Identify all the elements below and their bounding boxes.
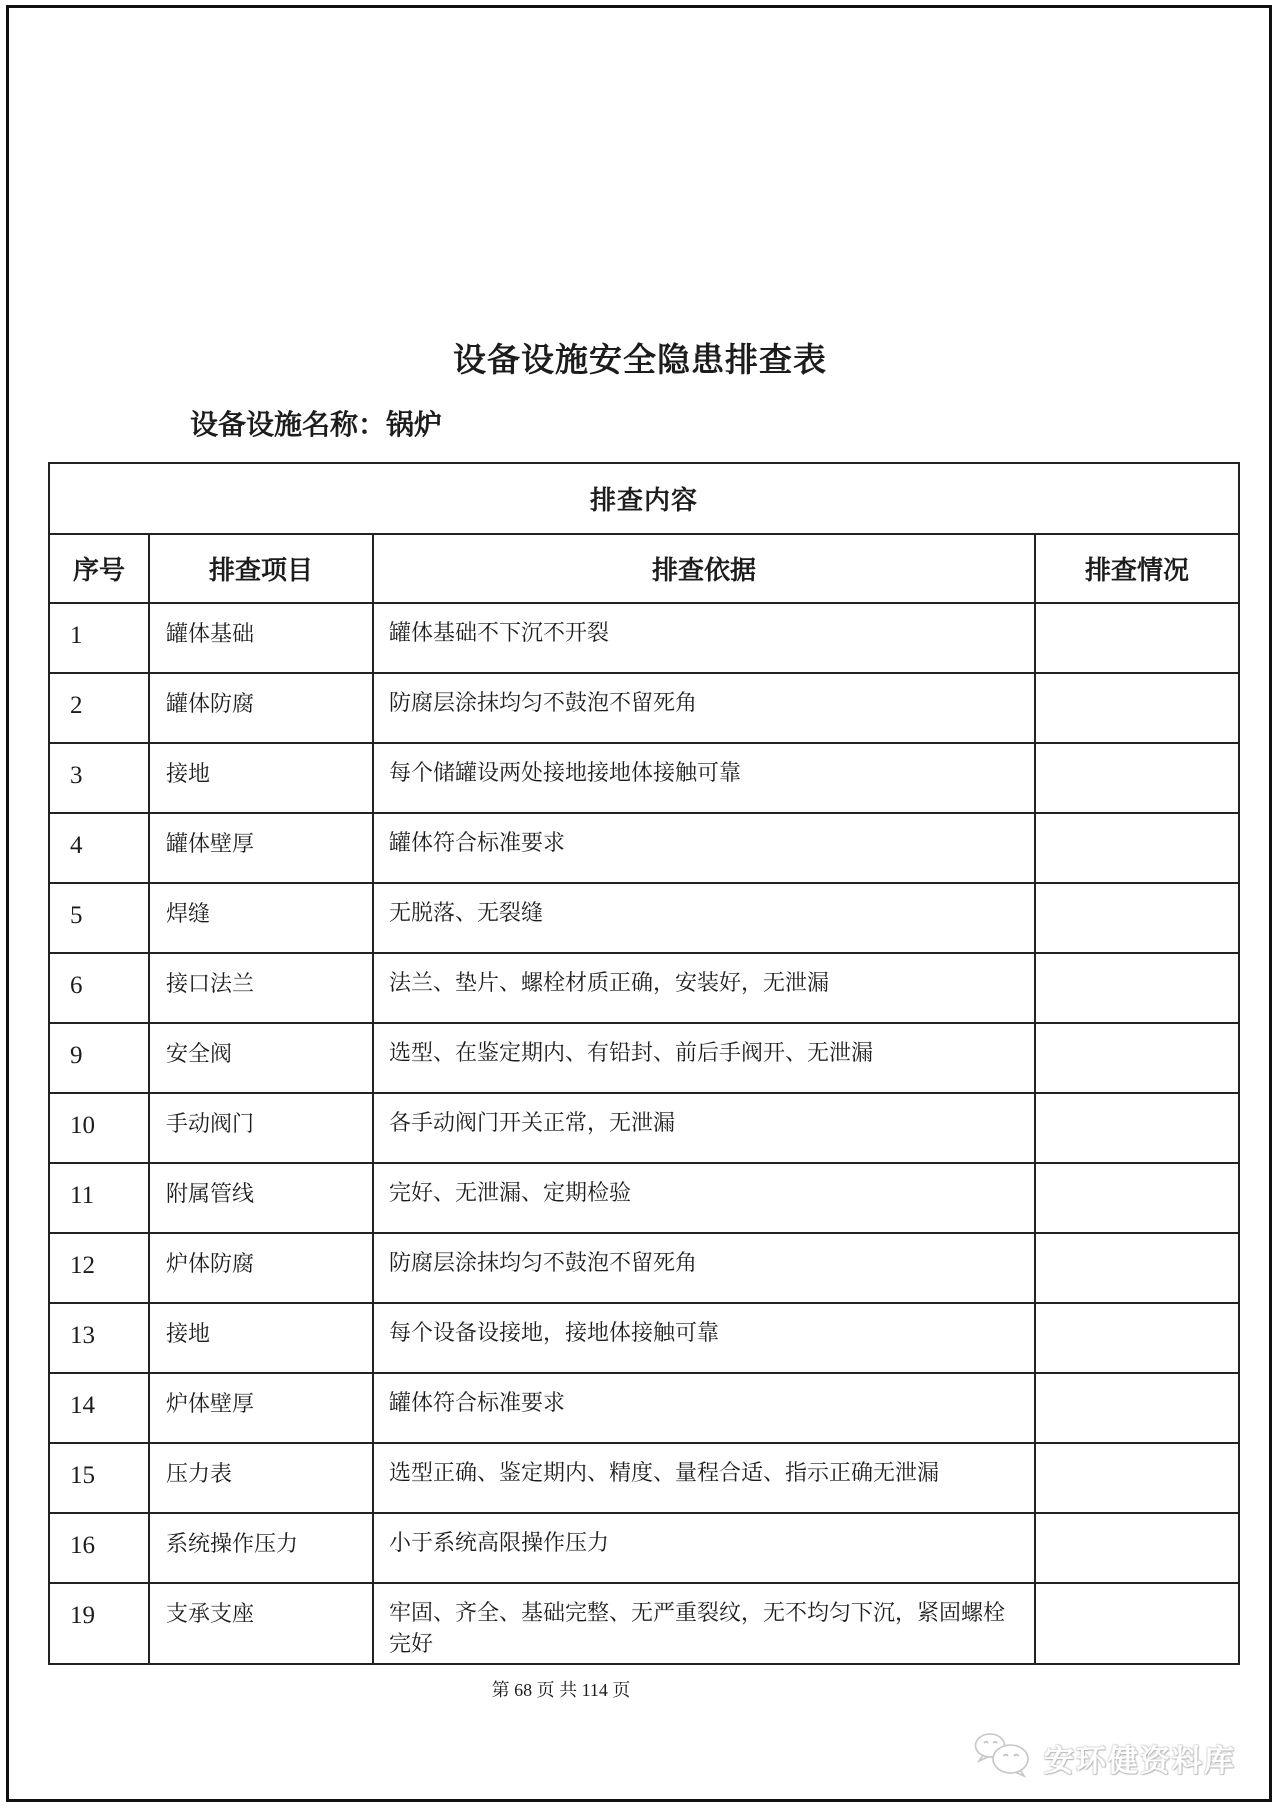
row-basis-cell: 选型正确、鉴定期内、精度、量程合适、指示正确无泄漏 <box>373 1443 1035 1513</box>
row-basis-cell: 无脱落、无裂缝 <box>373 883 1035 953</box>
row-no-cell: 14 <box>49 1373 149 1443</box>
row-no-cell: 2 <box>49 673 149 743</box>
table-row <box>49 1373 1239 1443</box>
row-basis-cell: 各手动阀门开关正常，无泄漏 <box>373 1093 1035 1163</box>
page-footer: 第 68 页 共 114 页 <box>491 1680 631 1700</box>
row-no-cell: 13 <box>49 1303 149 1373</box>
col-header-status: 排查情况 <box>1035 534 1239 603</box>
row-status-cell <box>1035 1513 1239 1583</box>
row-basis-cell: 选型、在鉴定期内、有铅封、前后手阀开、无泄漏 <box>373 1023 1035 1093</box>
row-item-cell: 罐体基础 <box>149 603 373 673</box>
table-row <box>49 743 1239 813</box>
row-basis-cell: 罐体基础不下沉不开裂 <box>373 603 1035 673</box>
col-header-no: 序号 <box>49 534 149 603</box>
row-basis-cell: 每个储罐设两处接地接地体接触可靠 <box>373 743 1035 813</box>
device-name-line <box>190 403 442 443</box>
row-basis-cell: 法兰、垫片、螺栓材质正确，安装好，无泄漏 <box>373 953 1035 1023</box>
row-basis-cell: 防腐层涂抹均匀不鼓泡不留死角 <box>373 673 1035 743</box>
row-basis-cell: 罐体符合标准要求 <box>373 813 1035 883</box>
row-status-cell <box>1035 1233 1239 1303</box>
row-status-cell <box>1035 1093 1239 1163</box>
row-no-cell: 15 <box>49 1443 149 1513</box>
row-basis-cell: 小于系统高限操作压力 <box>373 1513 1035 1583</box>
table-row <box>49 1513 1239 1583</box>
device-name-value: 锅炉 <box>386 410 443 441</box>
row-item-cell: 手动阀门 <box>149 1093 373 1163</box>
table-row <box>49 673 1239 743</box>
row-basis-cell: 完好、无泄漏、定期检验 <box>373 1163 1035 1233</box>
row-no-cell: 19 <box>49 1583 149 1664</box>
row-basis-cell: 牢固、齐全、基础完整、无严重裂纹，无不均匀下沉，紧固螺栓完好 <box>373 1583 1035 1664</box>
table-section-header: 排查内容 <box>49 463 1239 534</box>
row-status-cell <box>1035 1373 1239 1443</box>
table-section-header-row <box>49 463 1239 534</box>
row-status-cell <box>1035 883 1239 953</box>
row-no-cell: 5 <box>49 883 149 953</box>
table-row <box>49 1163 1239 1233</box>
row-basis-cell: 每个设备设接地，接地体接触可靠 <box>373 1303 1035 1373</box>
watermark <box>972 1732 1236 1783</box>
table-row <box>49 1023 1239 1093</box>
row-no-cell: 3 <box>49 743 149 813</box>
col-header-item: 排查项目 <box>149 534 373 603</box>
row-no-cell: 16 <box>49 1513 149 1583</box>
table-row <box>49 1233 1239 1303</box>
row-item-cell: 焊缝 <box>149 883 373 953</box>
row-item-cell: 系统操作压力 <box>149 1513 373 1583</box>
row-status-cell <box>1035 603 1239 673</box>
row-item-cell: 罐体壁厚 <box>149 813 373 883</box>
row-status-cell <box>1035 1303 1239 1373</box>
row-item-cell: 炉体防腐 <box>149 1233 373 1303</box>
row-item-cell: 罐体防腐 <box>149 673 373 743</box>
row-item-cell: 安全阀 <box>149 1023 373 1093</box>
wechat-icon <box>972 1732 1034 1783</box>
table-row <box>49 1443 1239 1513</box>
row-no-cell: 1 <box>49 603 149 673</box>
row-status-cell <box>1035 1583 1239 1664</box>
row-basis-cell: 防腐层涂抹均匀不鼓泡不留死角 <box>373 1233 1035 1303</box>
row-status-cell <box>1035 743 1239 813</box>
table-row <box>49 883 1239 953</box>
table-row <box>49 1093 1239 1163</box>
row-item-cell: 接地 <box>149 1303 373 1373</box>
row-basis-cell: 罐体符合标准要求 <box>373 1373 1035 1443</box>
col-header-basis: 排查依据 <box>373 534 1035 603</box>
page-title: 设备设施安全隐患排查表 <box>453 343 827 379</box>
table-row <box>49 1303 1239 1373</box>
row-item-cell: 支承支座 <box>149 1583 373 1664</box>
table-row <box>49 1583 1239 1664</box>
row-item-cell: 接地 <box>149 743 373 813</box>
row-status-cell <box>1035 813 1239 883</box>
inspection-table <box>48 462 1240 1665</box>
watermark-text: 安环健资料库 <box>1044 1744 1236 1778</box>
row-no-cell: 9 <box>49 1023 149 1093</box>
row-no-cell: 12 <box>49 1233 149 1303</box>
table-row <box>49 953 1239 1023</box>
device-name-label: 设备设施名称： <box>190 410 387 441</box>
row-item-cell: 附属管线 <box>149 1163 373 1233</box>
row-status-cell <box>1035 1023 1239 1093</box>
row-no-cell: 11 <box>49 1163 149 1233</box>
row-status-cell <box>1035 673 1239 743</box>
row-status-cell <box>1035 953 1239 1023</box>
row-item-cell: 接口法兰 <box>149 953 373 1023</box>
table-row <box>49 603 1239 673</box>
table-row <box>49 813 1239 883</box>
row-status-cell <box>1035 1443 1239 1513</box>
row-no-cell: 4 <box>49 813 149 883</box>
row-no-cell: 6 <box>49 953 149 1023</box>
row-status-cell <box>1035 1163 1239 1233</box>
row-item-cell: 压力表 <box>149 1443 373 1513</box>
row-no-cell: 10 <box>49 1093 149 1163</box>
table-column-header-row <box>49 534 1239 603</box>
row-item-cell: 炉体壁厚 <box>149 1373 373 1443</box>
